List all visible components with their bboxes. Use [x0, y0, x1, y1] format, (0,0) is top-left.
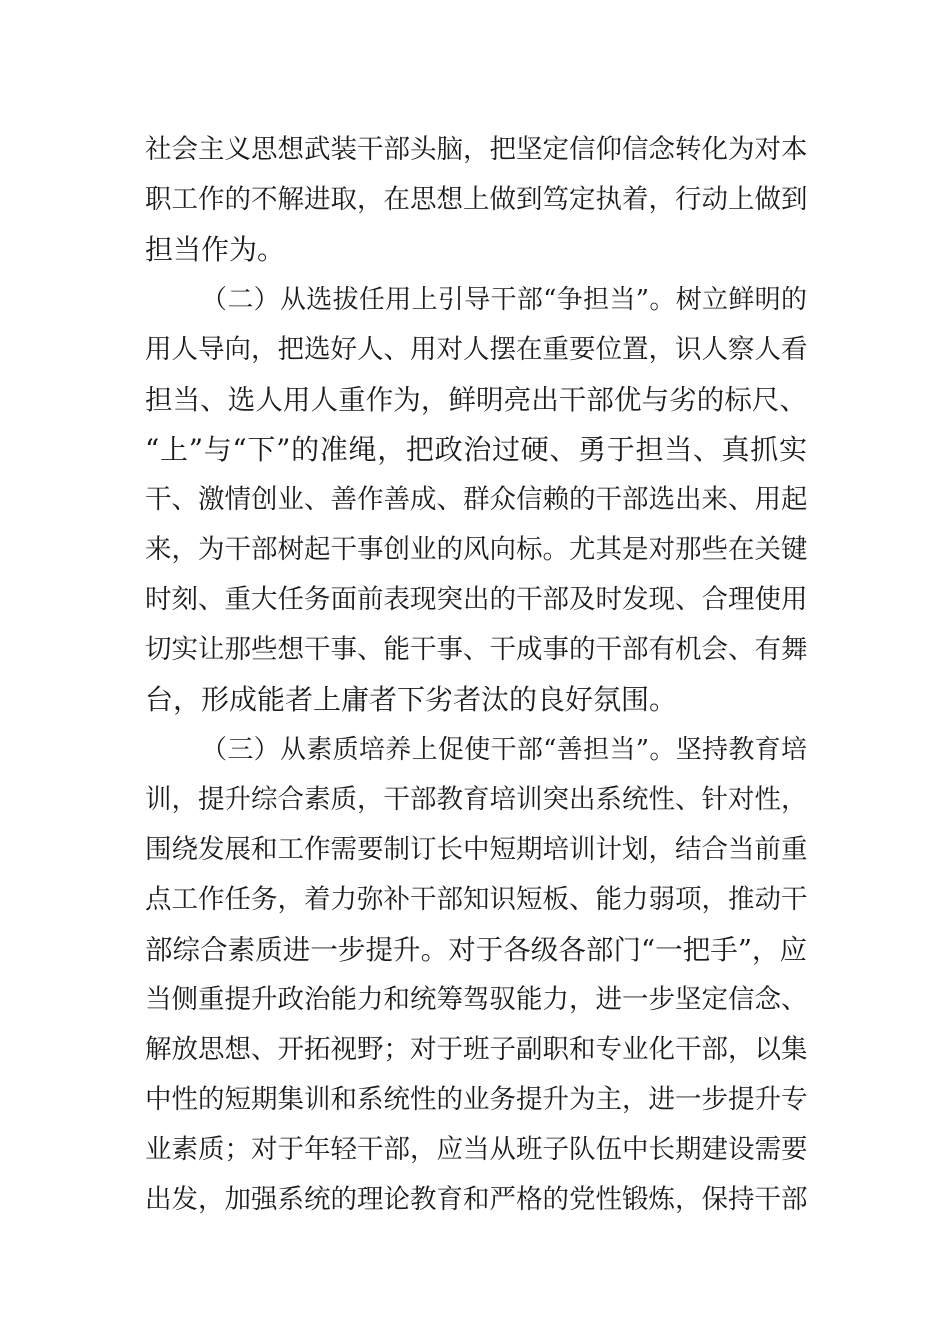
text-line-15: 围绕发展和工作需要制订长中短期培训计划，结合当前重 [145, 834, 808, 865]
text-line-19: 解放思想、开拓视野；对于班子副职和专业化干部，以集 [145, 1034, 808, 1065]
text-line-2: 职工作的不解进取，在思想上做到笃定执着，行动上做到 [145, 184, 808, 215]
text-line-8: 干、激情创业、善作善成、群众信赖的干部选出来、用起 [145, 484, 808, 515]
text-line-7: “上”与“下”的准绳，把政治过硬、勇于担当、真抓实 [145, 433, 807, 466]
text-line-20: 中性的短期集训和系统性的业务提升为主，进一步提升专 [145, 1084, 808, 1115]
text-line-12: 台，形成能者上庸者下劣者汰的良好氛围。 [145, 683, 678, 716]
text-line-18: 当侧重提升政治能力和统筹驾驭能力，进一步坚定信念、 [145, 984, 808, 1015]
text-line-6: 担当、选人用人重作为，鲜明亮出干部优与劣的标尺、 [145, 384, 807, 416]
text-line-17: 部综合素质进一步提升。对于各级各部门“一把手”，应 [145, 934, 807, 966]
text-line-16: 点工作任务，着力弥补干部知识短板、能力弱项，推动干 [145, 884, 808, 915]
text-line-3: 担当作为。 [145, 233, 286, 266]
text-line-13: （三）从素质培养上促使干部“善担当”。坚持教育培 [201, 735, 807, 765]
text-line-1: 社会主义思想武装干部头脑，把坚定信仰信念转化为对本 [145, 134, 808, 165]
text-line-9: 来，为干部树起干事创业的风向标。尤其是对那些在关键 [145, 534, 808, 565]
text-line-5: 用人导向，把选好人、用对人摆在重要位置，识人察人看 [145, 334, 808, 365]
text-line-4: （二）从选拔任用上引导干部“争担当”。树立鲜明的 [201, 285, 807, 315]
text-line-21: 业素质；对于年轻干部，应当从班子队伍中长期建设需要 [145, 1134, 808, 1165]
text-line-14: 训，提升综合素质，干部教育培训突出系统性、针对性， [145, 784, 808, 815]
text-line-11: 切实让那些想干事、能干事、干成事的干部有机会、有舞 [145, 634, 808, 665]
text-line-10: 时刻、重大任务面前表现突出的干部及时发现、合理使用 [145, 584, 808, 615]
text-line-22: 出发，加强系统的理论教育和严格的党性锻炼，保持干部 [145, 1184, 808, 1215]
